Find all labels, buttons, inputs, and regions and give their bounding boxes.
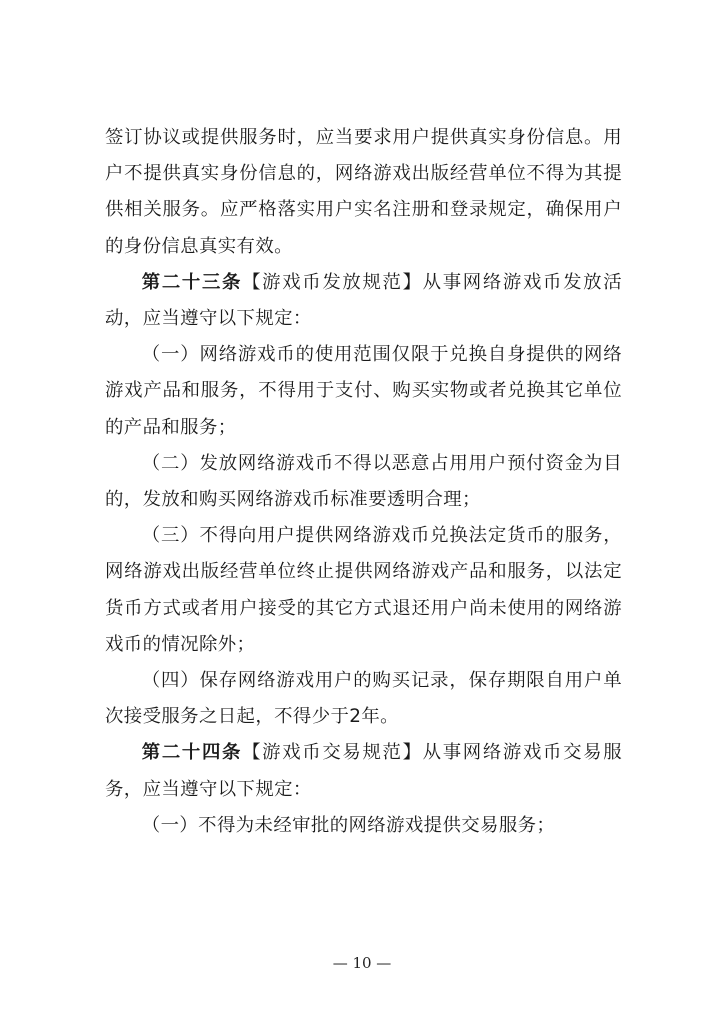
- article-24-item-1: （一）不得为未经审批的网络游戏提供交易服务；: [141, 814, 556, 836]
- article-23-heading: 第二十三条: [141, 271, 243, 293]
- paragraph-continuation: 签订协议或提供服务时，应当要求用户提供真实身份信息。用户不提供真实身份信息的，网络游戏出版经营单位不得为其提供相关服务。应严格落实用户实名注册和登录规定，确保用户的身份信息真实有效。: [105, 127, 622, 257]
- article-24-text: 【游戏币交易规范】从事网络游戏币交易服务，应当遵守以下规定：: [105, 742, 622, 800]
- article-23-item-2: （二）发放网络游戏币不得以恶意占用用户预付资金为目的，发放和购买网络游戏币标准要透明合理；: [105, 452, 622, 511]
- article-23-paragraph: [105, 265, 622, 337]
- article-23-item-3: （三）不得向用户提供网络游戏币兑换法定货币的服务，网络游戏出版经营单位终止提供网络游戏产品和服务，以法定货币方式或者用户接受的其它方式退还用户尚未使用的网络游戏币的情况除外；: [105, 525, 622, 655]
- body-text: [105, 120, 622, 844]
- article-24-heading: 第二十四条: [141, 742, 243, 764]
- article-23-item-4: （四）保存网络游戏用户的购买记录，保存期限自用户单次接受服务之日起，不得少于2年。: [105, 670, 622, 728]
- article-23-item-1: （一）网络游戏币的使用范围仅限于兑换自身提供的网络游戏产品和服务，不得用于支付、购买实物或者兑换其它单位的产品和服务；: [105, 344, 622, 438]
- page-number: — 10 —: [332, 954, 392, 972]
- article-23-text: 【游戏币发放规范】从事网络游戏币发放活动，应当遵守以下规定：: [105, 271, 622, 330]
- article-24-paragraph: [105, 735, 622, 807]
